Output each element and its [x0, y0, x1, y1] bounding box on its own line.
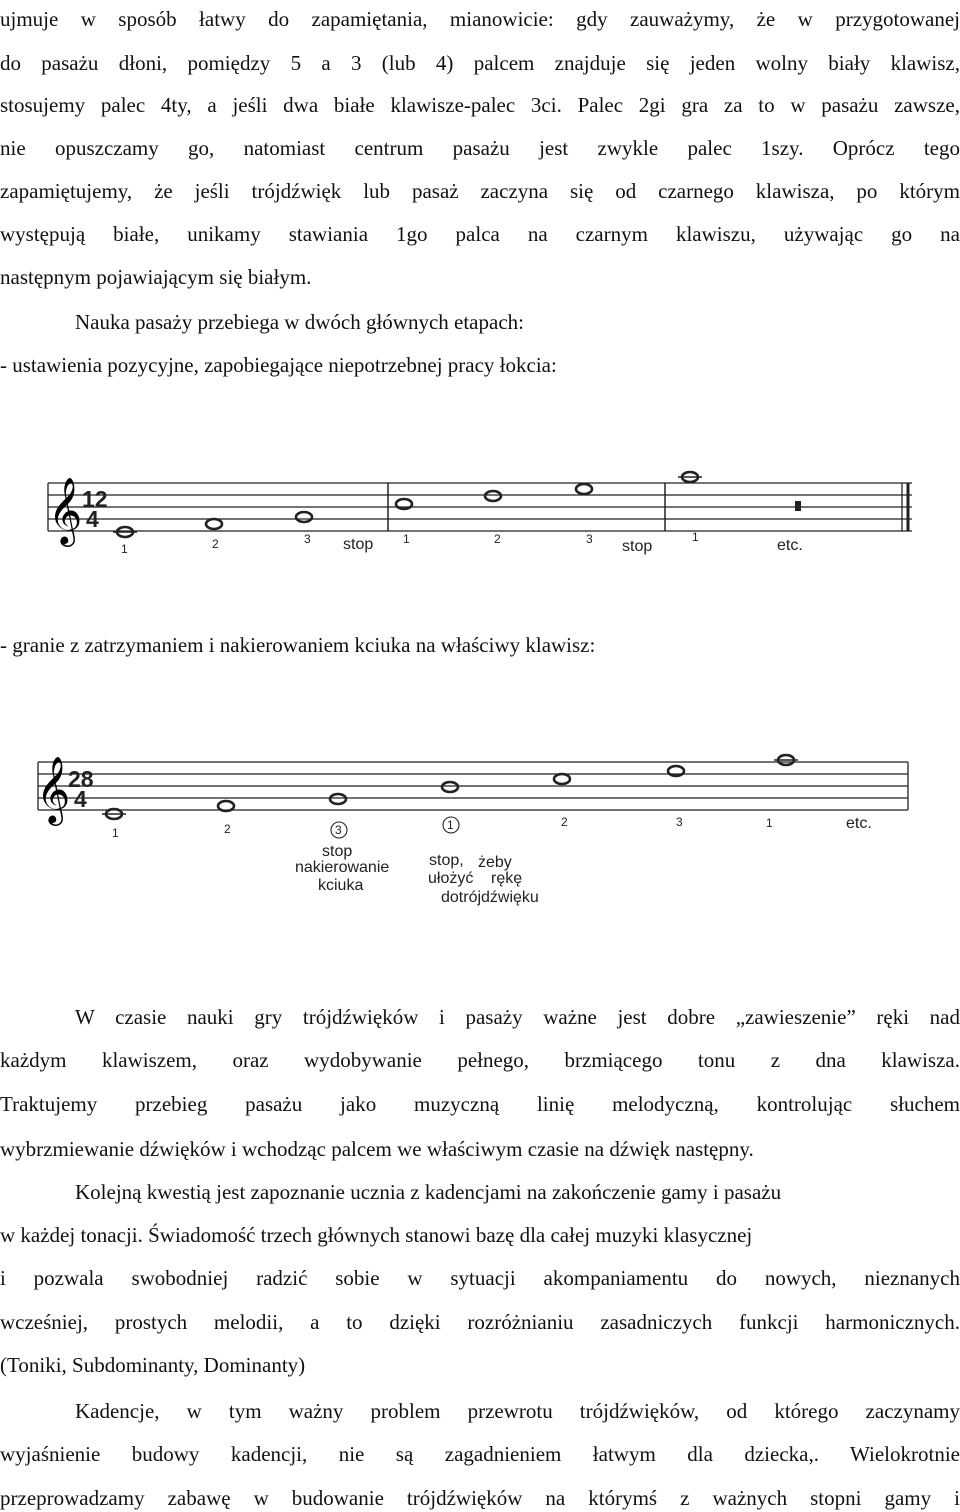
time-signature-bottom: 4 — [86, 506, 99, 532]
text-line: nie opuszczamy go, natomiast centrum pasażu jest zwykle palec 1szy. Oprócz tego — [0, 136, 960, 160]
treble-clef-icon: 𝄞 — [36, 755, 71, 823]
annotation-text: ułożyć — [428, 870, 474, 887]
treble-clef-icon: 𝄞 — [48, 476, 83, 544]
text-line: Traktujemy przebieg pasażu jako muzyczną linię melodyczną, kontrolując słuchem — [0, 1092, 960, 1116]
note-head — [442, 782, 458, 792]
annotation-text: stop — [322, 843, 353, 860]
fingering: 2 — [494, 532, 501, 546]
text-line: stosujemy palec 4ty, a jeśli dwa białe klawisze-palec 3ci. Palec 2gi gra za to w pasażu zawsze, — [0, 93, 960, 117]
fingering: 1 — [121, 542, 128, 556]
text-line: (Toniki, Subdominanty, Dominanty) — [0, 1353, 306, 1377]
fingering: 2 — [561, 815, 568, 829]
text-line: wcześniej, prostych melodii, a to dzięki rozróżnianiu zasadniczych funkcji harmonicznych. — [0, 1310, 960, 1334]
annotation-text: żeby — [478, 854, 512, 871]
list-item-positional: - ustawienia pozycyjne, zapobiegające niepotrzebnej pracy łokcia: — [0, 353, 557, 377]
text-line: występują białe, unikamy stawiania 1go palca na czarnym klawiszu, używając go na — [0, 222, 960, 246]
stop-label: stop — [622, 538, 653, 555]
stop-label: stop — [343, 536, 374, 553]
fingering: 1 — [447, 818, 454, 832]
text-line: W czasie nauki gry trójdźwięków i pasaży ważne jest dobre „zawieszenie” ręki nad — [75, 1005, 960, 1029]
note-head — [296, 512, 312, 522]
fingering: 3 — [304, 532, 311, 546]
text-line: Kadencje, w tym ważny problem przewrotu trójdźwięków, od którego zaczynamy — [75, 1399, 960, 1423]
annotation-text: dotrójdźwięku — [441, 889, 539, 906]
fingering: 2 — [224, 822, 231, 836]
fingering: 1 — [766, 816, 773, 830]
text-line: Kolejną kwestią jest zapoznanie ucznia z kadencjami na zakończenie gamy i pasażu — [75, 1180, 782, 1204]
text-line: i pozwala swobodniej radzić sobie w sytuacji akompaniamentu do nowych, nieznanych — [0, 1266, 960, 1290]
text-line: wybrzmiewanie dźwięków i wchodząc palcem we właściwym czasie na dźwięk następny. — [0, 1137, 754, 1161]
rest-icon — [795, 501, 801, 511]
fingering: 1 — [112, 826, 119, 840]
etc-label: etc. — [846, 815, 872, 832]
text-line: wyjaśnienie budowy kadencji, nie są zagadnieniem łatwym dla dziecka,. Wielokrotnie — [0, 1442, 960, 1466]
note-head — [206, 519, 222, 529]
text-line: każdym klawiszem, oraz wydobywanie pełnego, brzmiącego tonu z dna klawisza. — [0, 1048, 960, 1072]
music-example-1 — [0, 455, 960, 565]
note-head — [485, 491, 501, 501]
time-signature-top: 28 — [68, 766, 94, 792]
fingering: 3 — [586, 532, 593, 546]
time-signature-top: 12 — [82, 486, 108, 512]
time-signature-bottom: 4 — [74, 786, 87, 812]
fingering: 2 — [212, 537, 219, 551]
text-line: ujmuje w sposób łatwy do zapamiętania, mianowicie: gdy zauważymy, że w przygotowanej — [0, 7, 960, 31]
text-line: zapamiętujemy, że jeśli trójdźwięk lub pasaż zaczyna się od czarnego klawisza, po którym — [0, 179, 960, 203]
note-head — [576, 484, 592, 494]
fingering: 3 — [335, 823, 342, 837]
text-line: do pasażu dłoni, pomiędzy 5 a 3 (lub 4) palcem znajduje się jeden wolny biały klawisz, — [0, 51, 960, 75]
note-head — [330, 794, 346, 804]
annotation-text: rękę — [491, 870, 523, 887]
fingering: 3 — [676, 815, 683, 829]
section-intro: Nauka pasaży przebiega w dwóch głównych etapach: — [75, 310, 524, 334]
staff-lines — [48, 483, 912, 531]
etc-label: etc. — [777, 537, 803, 554]
staff-lines — [38, 762, 908, 810]
music-example-2 — [0, 740, 960, 915]
text-line: przeprowadzamy zabawę w budowanie trójdźwięków na którymś z ważnych stopni gamy i — [0, 1486, 960, 1510]
annotation-text: kciuka — [318, 877, 364, 894]
note-head — [554, 774, 570, 784]
text-line: w każdej tonacji. Świadomość trzech głównych stanowi bazę dla całej muzyki klasycznej — [0, 1223, 753, 1247]
text-line: następnym pojawiającym się białym. — [0, 265, 312, 289]
fingering: 1 — [692, 530, 699, 544]
fingering: 1 — [403, 532, 410, 546]
annotation-text: stop, — [429, 852, 464, 869]
list-item-thumb: - granie z zatrzymaniem i nakierowaniem kciuka na właściwy klawisz: — [0, 633, 596, 657]
annotation-text: nakierowanie — [295, 859, 390, 876]
